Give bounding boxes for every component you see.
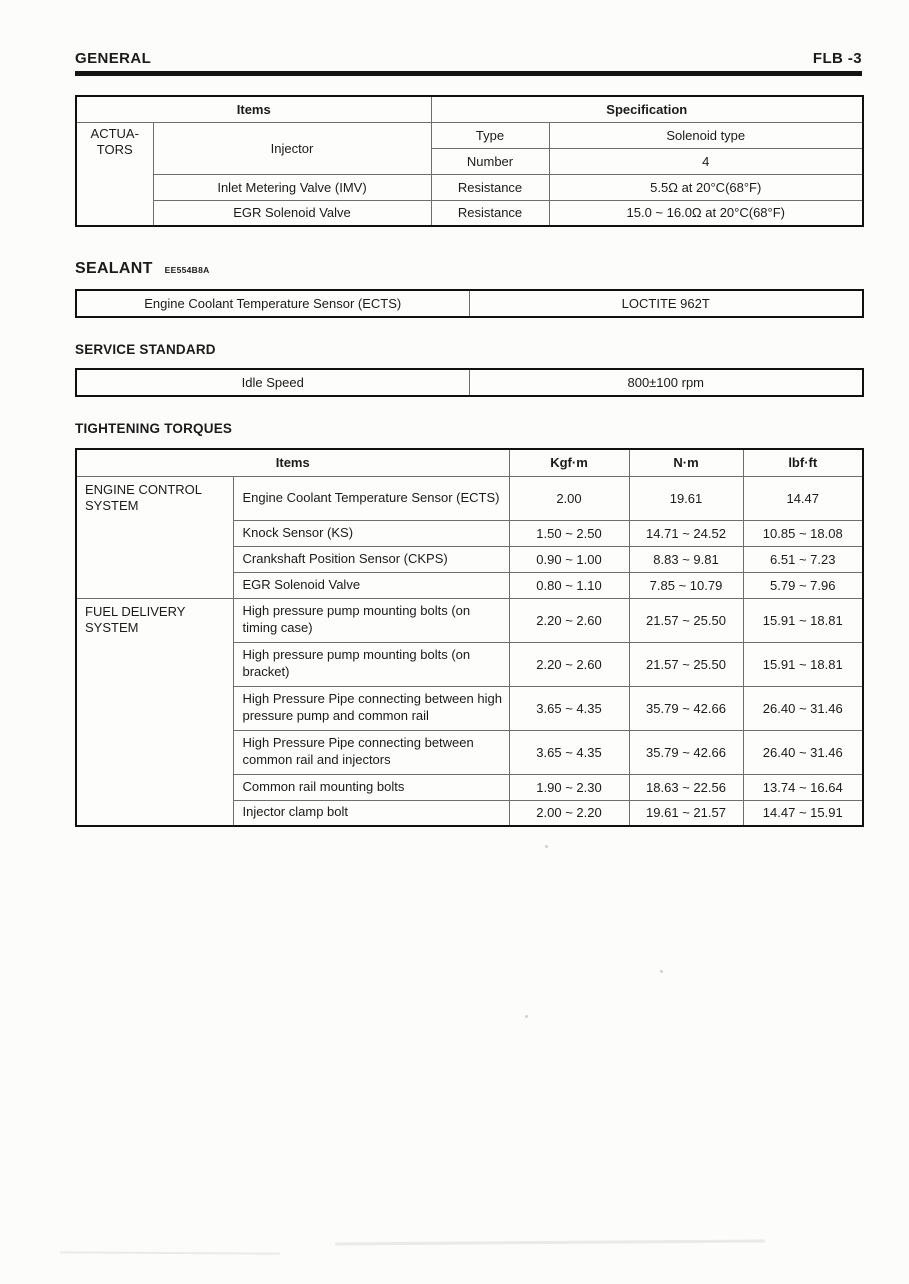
torque-kgfm: 1.50 ~ 2.50 — [509, 520, 629, 546]
scan-artifact — [60, 1251, 280, 1254]
torque-item: Injector clamp bolt — [233, 800, 509, 826]
sealant-heading-text: SEALANT — [75, 260, 153, 277]
torque-lbfft: 10.85 ~ 18.08 — [743, 520, 863, 546]
torque-item: Common rail mounting bolts — [233, 774, 509, 800]
attr-type-label: Type — [431, 122, 549, 148]
sealant-value: LOCTITE 962T — [469, 290, 863, 317]
service-standard-heading: SERVICE STANDARD — [75, 342, 216, 357]
torque-kgfm: 0.90 ~ 1.00 — [509, 546, 629, 572]
col-header-items: Items — [76, 96, 431, 122]
torque-lbfft: 14.47 — [743, 476, 863, 520]
table-row — [76, 122, 863, 148]
col-header-kgfm: Kgf·m — [509, 449, 629, 476]
item-injector: Injector — [153, 122, 431, 174]
torque-lbfft: 14.47 ~ 15.91 — [743, 800, 863, 826]
col-header-specification: Specification — [431, 96, 863, 122]
torque-nm: 35.79 ~ 42.66 — [629, 686, 743, 730]
table-row — [76, 476, 863, 520]
torque-item: High Pressure Pipe connecting between high pressure pump and common rail — [233, 686, 509, 730]
torque-nm: 8.83 ~ 9.81 — [629, 546, 743, 572]
torque-item: High pressure pump mounting bolts (on timing case) — [233, 598, 509, 642]
torque-item: Knock Sensor (KS) — [233, 520, 509, 546]
scan-speck — [545, 845, 548, 848]
torque-nm: 21.57 ~ 25.50 — [629, 598, 743, 642]
scan-speck — [660, 970, 663, 973]
scan-speck — [525, 1015, 528, 1018]
torque-nm: 21.57 ~ 25.50 — [629, 642, 743, 686]
torque-nm: 19.61 ~ 21.57 — [629, 800, 743, 826]
torque-lbfft: 5.79 ~ 7.96 — [743, 572, 863, 598]
sealant-item: Engine Coolant Temperature Sensor (ECTS) — [76, 290, 469, 317]
torque-nm: 14.71 ~ 24.52 — [629, 520, 743, 546]
value-imv-resistance: 5.5Ω at 20°C(68°F) — [549, 174, 863, 200]
torque-nm: 7.85 ~ 10.79 — [629, 572, 743, 598]
torque-lbfft: 26.40 ~ 31.46 — [743, 686, 863, 730]
page-header — [75, 50, 862, 67]
torque-lbfft: 26.40 ~ 31.46 — [743, 730, 863, 774]
table-row — [76, 598, 863, 642]
torque-kgfm: 0.80 ~ 1.10 — [509, 572, 629, 598]
group-label-line: TORS — [96, 141, 133, 157]
torque-lbfft: 15.91 ~ 18.81 — [743, 642, 863, 686]
torque-lbfft: 15.91 ~ 18.81 — [743, 598, 863, 642]
torque-item: Engine Coolant Temperature Sensor (ECTS) — [233, 476, 509, 520]
col-header-lbfft: lbf·ft — [743, 449, 863, 476]
table-row — [76, 290, 863, 317]
sealant-code: EE554B8A — [164, 265, 210, 275]
torque-nm: 35.79 ~ 42.66 — [629, 730, 743, 774]
service-standard-item: Idle Speed — [76, 369, 469, 396]
service-standard-value: 800±100 rpm — [469, 369, 863, 396]
table-row — [76, 174, 863, 200]
col-header-nm: N·m — [629, 449, 743, 476]
header-rule — [75, 71, 862, 76]
torque-nm: 19.61 — [629, 476, 743, 520]
torque-nm: 18.63 ~ 22.56 — [629, 774, 743, 800]
value-injector-type: Solenoid type — [549, 122, 863, 148]
tightening-torques-table — [75, 448, 864, 827]
sealant-table — [75, 289, 864, 318]
value-injector-number: 4 — [549, 148, 863, 174]
attr-egr-resistance: Resistance — [431, 200, 549, 226]
value-egr-resistance: 15.0 ~ 16.0Ω at 20°C(68°F) — [549, 200, 863, 226]
system-group-label: FUEL DELIVERY SYSTEM — [76, 598, 233, 826]
actuators-table — [75, 95, 864, 227]
torque-lbfft: 13.74 ~ 16.64 — [743, 774, 863, 800]
service-standard-table — [75, 368, 864, 397]
torque-kgfm: 2.20 ~ 2.60 — [509, 642, 629, 686]
tightening-torques-heading: TIGHTENING TORQUES — [75, 421, 233, 436]
torque-item: EGR Solenoid Valve — [233, 572, 509, 598]
actuators-group-label — [76, 122, 153, 226]
torque-kgfm: 1.90 ~ 2.30 — [509, 774, 629, 800]
section-title: GENERAL — [75, 50, 152, 67]
table-header-row — [76, 96, 863, 122]
torque-item: High pressure pump mounting bolts (on bracket) — [233, 642, 509, 686]
torque-lbfft: 6.51 ~ 7.23 — [743, 546, 863, 572]
torque-kgfm: 3.65 ~ 4.35 — [509, 686, 629, 730]
group-label-line: ACTUA- — [90, 125, 139, 141]
item-imv: Inlet Metering Valve (IMV) — [153, 174, 431, 200]
sealant-heading — [75, 260, 862, 278]
torque-kgfm: 3.65 ~ 4.35 — [509, 730, 629, 774]
table-header-row — [76, 449, 863, 476]
torque-kgfm: 2.00 — [509, 476, 629, 520]
torque-item: Crankshaft Position Sensor (CKPS) — [233, 546, 509, 572]
table-row — [76, 200, 863, 226]
torque-kgfm: 2.00 ~ 2.20 — [509, 800, 629, 826]
attr-number-label: Number — [431, 148, 549, 174]
page-code: FLB -3 — [812, 50, 862, 67]
system-group-label: ENGINE CONTROL SYSTEM — [76, 476, 233, 598]
col-header-items: Items — [76, 449, 509, 476]
scan-artifact — [335, 1239, 765, 1245]
torque-kgfm: 2.20 ~ 2.60 — [509, 598, 629, 642]
attr-imv-resistance: Resistance — [431, 174, 549, 200]
table-row — [76, 369, 863, 396]
torque-item: High Pressure Pipe connecting between common rail and injectors — [233, 730, 509, 774]
item-egr: EGR Solenoid Valve — [153, 200, 431, 226]
